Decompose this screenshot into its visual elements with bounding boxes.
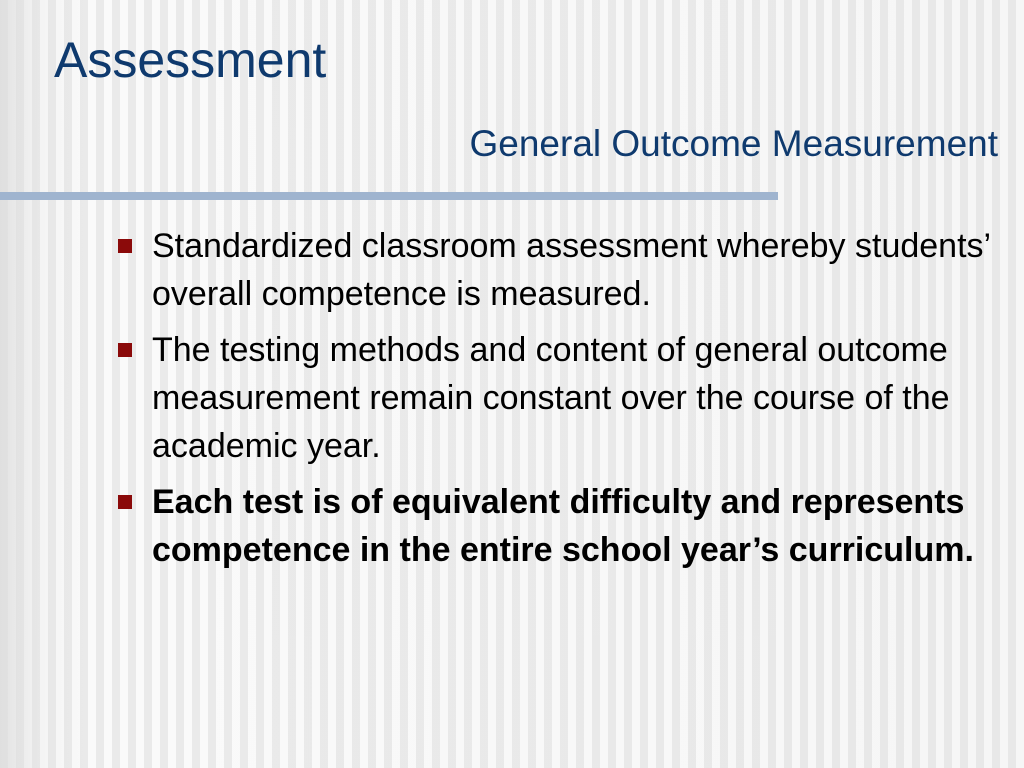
square-bullet-icon bbox=[118, 495, 132, 509]
title-divider bbox=[0, 192, 778, 200]
bullet-text: The testing methods and content of general outcome measurement remain constant over the course of the academic year. bbox=[152, 331, 950, 465]
bullet-item bbox=[116, 222, 996, 318]
slide-subtitle: General Outcome Measurement bbox=[469, 123, 998, 164]
bullet-list bbox=[116, 222, 996, 582]
bullet-text: Each test is of equivalent difficulty and represents competence in the entire school year’s curriculum. bbox=[152, 483, 974, 569]
bullet-item bbox=[116, 326, 996, 470]
bullet-text: Standardized classroom assessment whereby students’ overall competence is measured. bbox=[152, 227, 990, 313]
bullet-item-emphasized bbox=[116, 478, 996, 574]
square-bullet-icon bbox=[118, 343, 132, 357]
square-bullet-icon bbox=[118, 239, 132, 253]
slide-title: Assessment bbox=[54, 32, 327, 88]
